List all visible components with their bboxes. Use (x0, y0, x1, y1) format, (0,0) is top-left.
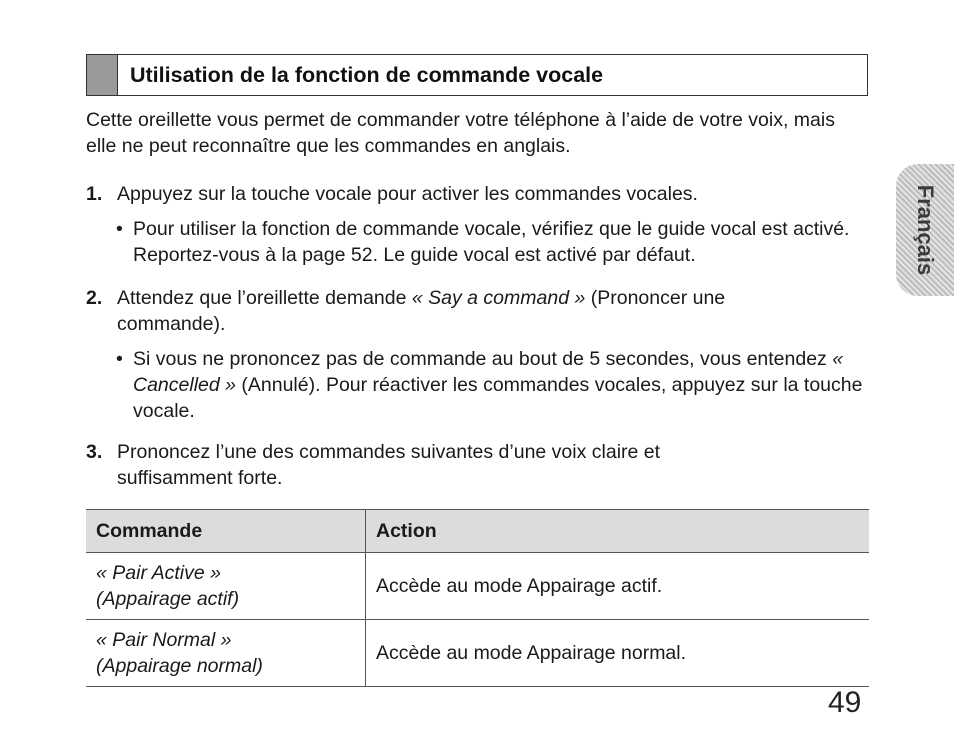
command-name: « Pair Active » (96, 562, 221, 584)
page-number: 49 (828, 686, 862, 719)
step-number: 2. (86, 287, 103, 309)
command-name: « Pair Normal » (96, 629, 232, 651)
bullet-icon: • (116, 348, 123, 370)
action-cell: Accède au mode Appairage actif. (366, 553, 870, 620)
command-cell (86, 620, 366, 687)
step-text: Prononcez l’une des commandes suivantes d’une voix claire et suffisamment forte. (117, 441, 661, 489)
section-title: Utilisation de la fonction de commande vocale (130, 62, 604, 87)
step-3 (86, 439, 766, 491)
step-number: 1. (86, 183, 103, 205)
heading-marker (87, 55, 118, 95)
column-header: Action (366, 510, 870, 553)
step-1-note (116, 216, 870, 268)
step-text-part: (Prononcer une commande). (117, 287, 726, 335)
voice-prompt: « Say a command » (411, 287, 586, 309)
step-text-part: Attendez que l’oreillette demande (117, 287, 412, 309)
table-row (86, 553, 869, 620)
language-tab (896, 164, 954, 296)
bullet-icon: • (116, 218, 123, 240)
step-2-note (116, 346, 870, 424)
step-number: 3. (86, 441, 103, 463)
step-2 (86, 285, 786, 337)
intro-paragraph: Cette oreillette vous permet de commander votre téléphone à l’aide de votre voix, mais elle ne peut reconnaître que les commandes en anglais. (86, 109, 835, 157)
table-header-row (86, 510, 869, 553)
voice-prompt: « Cancelled » (133, 348, 844, 396)
command-translation: (Appairage normal) (96, 655, 263, 677)
step-1 (86, 181, 866, 207)
language-label: Français (913, 184, 938, 276)
step-text: Appuyez sur la touche vocale pour activer les commandes vocales. (117, 183, 698, 205)
note-text (133, 346, 870, 424)
table-row (86, 620, 869, 687)
section-heading (86, 54, 868, 96)
note-text: Pour utiliser la fonction de commande vocale, vérifiez que le guide vocal est activé. Reportez-vous à la page 52. Le guide vocal est activé par défaut. (133, 218, 850, 266)
commands-table (86, 509, 869, 687)
note-text-part: (Annulé). Pour réactiver les commandes vocales, appuyez sur la touche vocale. (133, 374, 863, 422)
action-cell: Accède au mode Appairage normal. (366, 620, 870, 687)
column-header: Commande (86, 510, 366, 553)
command-translation: (Appairage actif) (96, 588, 240, 610)
step-text (117, 285, 786, 337)
command-cell (86, 553, 366, 620)
note-text-part: Si vous ne prononcez pas de commande au bout de 5 secondes, vous entendez (133, 348, 833, 370)
